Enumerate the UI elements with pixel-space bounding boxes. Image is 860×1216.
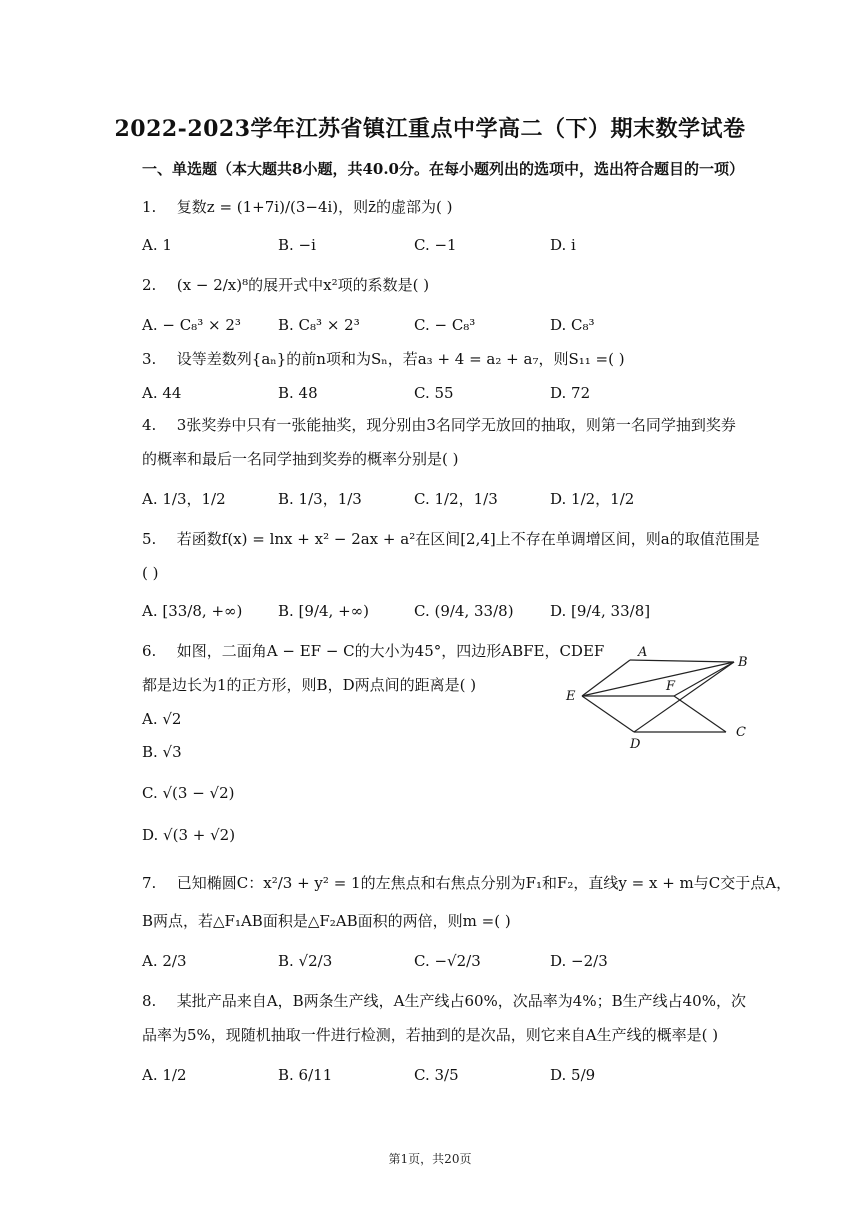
question-8-stem-line2: 品率为5%，现随机抽取一件进行检测，若抽到的是次品，则它来自A生产线的概率是( ) [142,1026,719,1044]
label-b: B [738,655,748,670]
option-d: D. √(3 + √2) [142,826,236,844]
option-b: B. 6/11 [278,1066,333,1084]
question-stem: 若函数f(x) = lnx + x² − 2ax + a²在区间[2,4]上不存在单调增区间，则a的取值范围是 [176,530,760,548]
question-5 [142,526,760,552]
question-number: 3. [142,350,157,368]
option-a: A. 1/2 [142,1066,187,1084]
question-2 [142,272,429,298]
option-d: D. C₈³ [550,316,595,334]
option-d: D. 5/9 [550,1066,596,1084]
option-c: C. 55 [414,384,454,402]
option-d: D. i [550,236,576,254]
option-a: A. 1 [142,236,172,254]
option-b: B. 1/3，1/3 [278,490,362,508]
dihedral-angle-figure [558,640,758,752]
option-d: D. [9/4, 33/8] [550,602,651,620]
option-c: C. 1/2，1/3 [414,490,498,508]
question-number: 2. [142,276,157,294]
section-heading: 一、单选题（本大题共8小题，共40.0分。在每小题列出的选项中，选出符合题目的一项） [142,160,744,178]
label-d: D [630,737,641,752]
option-c: C. √(3 − √2) [142,784,235,802]
edge-fb [674,662,734,696]
edge-fc [674,696,726,732]
question-stem: (x − 2/x)⁸的展开式中x²项的系数是( ) [176,276,430,294]
option-a: A. 2/3 [142,952,187,970]
option-c: C. − C₈³ [414,316,476,334]
question-number: 7. [142,874,157,892]
option-b: B. [9/4, +∞) [278,602,370,620]
question-number: 1. [142,198,157,216]
question-stem: 3张奖券中只有一张能抽奖，现分别由3名同学无放回的抽取，则第一名同学抽到奖券 [176,416,736,434]
question-5-stem-line2: ( ) [142,564,159,582]
page-title: 2022-2023学年江苏省镇江重点中学高二（下）期末数学试卷 [114,116,746,142]
question-8 [142,988,746,1014]
option-d: D. 1/2，1/2 [550,490,635,508]
question-number: 4. [142,416,157,434]
label-f: F [666,679,676,694]
question-stem: 如图，二面角A − EF − C的大小为45°，四边形ABFE，CDEF [176,642,605,660]
question-4-stem-line2: 的概率和最后一名同学抽到奖券的概率分别是( ) [142,450,459,468]
option-a: A. − C₈³ × 2³ [142,316,241,334]
question-stem: 某批产品来自A，B两条生产线，A生产线占60%，次品率为4%；B生产线占40%，次 [176,992,746,1010]
option-b: B. √3 [142,743,182,761]
page-footer: 第1页，共20页 [388,1152,472,1166]
option-d: D. 72 [550,384,591,402]
question-1 [142,194,453,220]
question-number: 5. [142,530,157,548]
option-c: C. −√2/3 [414,952,481,970]
label-c: C [736,725,746,740]
option-c: C. 3/5 [414,1066,459,1084]
option-d: D. −2/3 [550,952,608,970]
question-number: 6. [142,642,157,660]
question-6-stem-line2: 都是边长为1的正方形，则B，D两点间的距离是( ) [142,676,477,694]
figure-lines [582,660,734,732]
option-a: A. 1/3，1/2 [142,490,226,508]
label-a: A [638,645,648,660]
option-a: A. [33/8, +∞) [142,602,243,620]
label-e: E [566,689,576,704]
segment-bd [634,662,734,732]
question-7-stem-line2: B两点，若△F₁AB面积是△F₂AB面积的两倍，则m =( ) [142,912,511,930]
option-a: A. 44 [142,384,182,402]
option-b: B. −i [278,236,316,254]
option-a: A. √2 [142,710,182,728]
edge-ed [582,696,634,732]
question-stem: 复数z = (1+7i)/(3−4i)，则z̄的虚部为( ) [176,198,453,216]
option-b: B. C₈³ × 2³ [278,316,360,334]
question-3 [142,346,625,372]
option-b: B. √2/3 [278,952,333,970]
option-c: C. −1 [414,236,457,254]
question-stem: 已知椭圆C：x²/3 + y² = 1的左焦点和右焦点分别为F₁和F₂，直线y = x + m与C交于点A， [176,874,792,892]
edge-ab [630,660,734,662]
option-b: B. 48 [278,384,318,402]
option-c: C. (9/4, 33/8) [414,602,514,620]
question-4 [142,412,736,438]
question-6 [142,638,604,664]
question-7 [142,870,791,896]
question-number: 8. [142,992,157,1010]
question-stem: 设等差数列{aₙ}的前n项和为Sₙ，若a₃ + 4 = a₂ + a₇，则S₁₁ =( ) [176,350,625,368]
